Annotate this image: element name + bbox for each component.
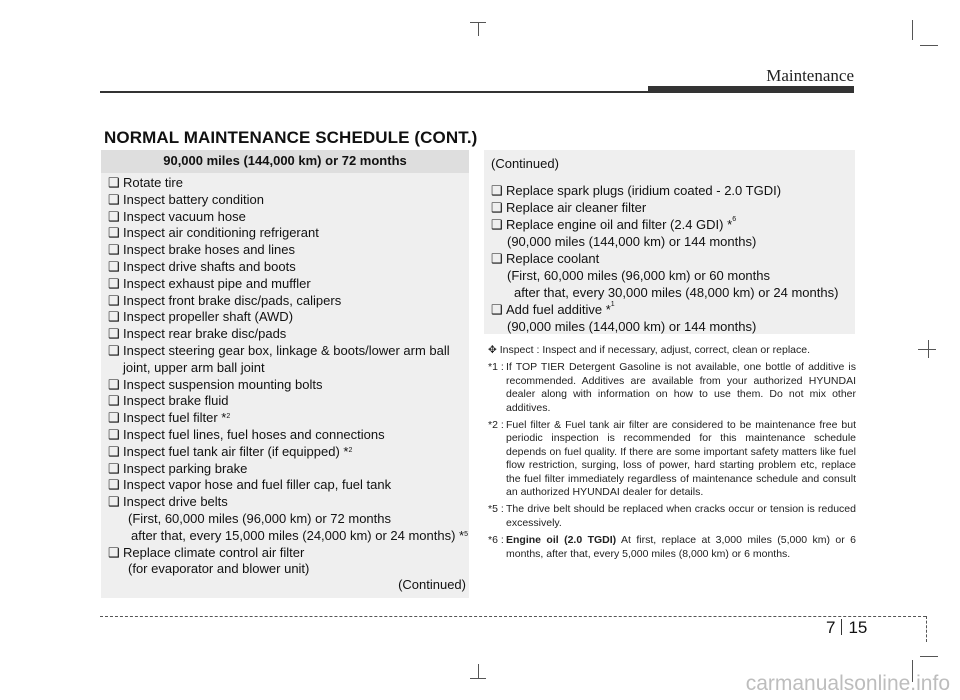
schedule-box-continued <box>484 150 855 334</box>
footnote-ref: 1 <box>610 301 615 308</box>
checkbox-icon: ❑ <box>491 302 503 317</box>
list-item <box>108 444 465 461</box>
footnote-marker: *6 : <box>488 534 504 547</box>
footnote-1 <box>488 361 856 415</box>
list-item <box>108 309 465 326</box>
list-item-continuation: (First, 60,000 miles (96,000 km) or 60 months <box>507 268 770 283</box>
footnote-6 <box>488 534 856 561</box>
page-number <box>826 618 867 638</box>
list-item <box>108 343 465 360</box>
list-item-continuation: (First, 60,000 miles (96,000 km) or 72 months <box>128 510 391 526</box>
checkbox-icon: ❑ <box>108 460 120 476</box>
list-item-continuation: after that, every 30,000 miles (48,000 km) or 24 months) <box>514 285 839 300</box>
item-label: Rotate tire <box>123 175 183 190</box>
item-label: Add fuel additive * <box>506 302 611 317</box>
list-item <box>108 209 465 226</box>
footnote-ref: 2 <box>226 413 231 421</box>
item-label: Inspect brake hoses and lines <box>123 242 295 258</box>
footnote-ref: 2 <box>348 446 353 454</box>
checkbox-icon: ❑ <box>108 225 120 241</box>
item-label: Inspect battery condition <box>123 191 264 207</box>
list-item <box>108 259 465 276</box>
header-rule <box>100 91 648 93</box>
footnote-text: At first, replace at 3,000 miles (5,000 km) or 6 months, after that, every 5,000 miles (8,000 km) or 6 months. <box>506 534 856 560</box>
header-rule-thick <box>648 86 854 93</box>
list-item <box>108 494 465 511</box>
footer-dashed-rule <box>100 616 926 617</box>
list-item <box>491 183 781 199</box>
list-item <box>108 477 465 494</box>
note-inspect: ✥ Inspect : Inspect and if necessary, adjust, correct, clean or replace. <box>488 344 811 356</box>
list-item <box>108 225 465 242</box>
checkbox-icon: ❑ <box>108 477 120 493</box>
list-item <box>108 410 465 427</box>
crop-mark <box>470 22 486 23</box>
item-label: Inspect air conditioning refrigerant <box>123 225 319 241</box>
checkbox-icon: ❑ <box>108 426 120 442</box>
checkbox-icon: ❑ <box>491 183 503 198</box>
list-item <box>108 461 465 478</box>
checkbox-icon: ❑ <box>491 251 503 266</box>
list-item <box>108 192 465 209</box>
list-item <box>108 276 465 293</box>
list-item <box>491 251 599 267</box>
checkbox-icon: ❑ <box>108 208 120 224</box>
checkbox-icon: ❑ <box>108 494 120 510</box>
item-label: Replace air cleaner filter <box>506 200 647 215</box>
crop-mark <box>918 349 936 350</box>
list-item <box>491 302 615 318</box>
crop-mark <box>478 22 479 36</box>
checkbox-icon: ❑ <box>108 443 120 459</box>
footnote-5 <box>488 503 856 530</box>
item-label: Inspect fuel filter * <box>123 410 227 426</box>
item-label: Inspect fuel tank air filter (if equipped) * <box>123 443 349 459</box>
list-item <box>108 393 465 410</box>
item-label: Inspect vapor hose and fuel filler cap, fuel tank <box>123 477 392 493</box>
list-item-continuation: (90,000 miles (144,000 km) or 144 months) <box>507 319 757 334</box>
list-item <box>108 545 465 562</box>
checkbox-icon: ❑ <box>108 544 120 560</box>
checkbox-icon: ❑ <box>108 258 120 274</box>
list-item <box>108 326 465 343</box>
item-label: Inspect steering gear box, linkage & boots/lower arm ball <box>123 342 450 358</box>
footnote-marker: *2 : <box>488 419 504 432</box>
footnote-marker: *5 : <box>488 503 504 516</box>
item-label: after that, every 15,000 miles (24,000 km) or 24 months) * <box>131 527 465 543</box>
crop-mark <box>926 616 928 642</box>
item-label: Replace engine oil and filter (2.4 GDI) * <box>506 217 733 232</box>
checkbox-icon: ❑ <box>108 326 120 342</box>
page-number-value: 15 <box>848 618 868 637</box>
list-item <box>491 200 646 216</box>
item-label: Inspect brake fluid <box>123 393 229 409</box>
footnotes <box>488 344 856 565</box>
continued-label: (Continued) <box>398 577 466 592</box>
list-item <box>108 242 465 259</box>
list-item-continuation: (90,000 miles (144,000 km) or 144 months) <box>507 234 757 249</box>
list-item-continuation: joint, upper arm ball joint <box>123 359 265 375</box>
list-item <box>108 427 465 444</box>
checkbox-icon: ❑ <box>108 410 120 426</box>
section-number: 7 <box>826 618 836 637</box>
item-label: Replace spark plugs (iridium coated - 2.0 TGDI) <box>506 183 782 198</box>
crop-mark <box>478 664 479 678</box>
list-item-continuation: (for evaporator and blower unit) <box>128 561 310 577</box>
footnote-ref: 5 <box>464 530 469 538</box>
footnote-2 <box>488 419 856 499</box>
list-item <box>108 293 465 310</box>
schedule-item-list <box>108 175 469 578</box>
footnote-ref: 6 <box>732 216 737 223</box>
item-label: Inspect parking brake <box>123 460 248 476</box>
footnote-text: The drive belt should be replaced when cracks occur or tension is reduced excessively. <box>506 503 856 529</box>
schedule-box-90000 <box>101 150 469 598</box>
checkbox-icon: ❑ <box>108 292 120 308</box>
item-label: Inspect suspension mounting bolts <box>123 376 323 392</box>
list-item <box>491 217 736 233</box>
crop-mark <box>912 20 913 40</box>
item-label: Inspect vacuum hose <box>123 208 246 224</box>
checkbox-icon: ❑ <box>108 275 120 291</box>
item-label: Inspect propeller shaft (AWD) <box>123 309 294 325</box>
footnote-text: If TOP TIER Detergent Gasoline is not available, one bottle of additive is recommended. Additives are available from your authorized HYUNDAI dealer along with information on how to use them. Do not mix other additives. <box>506 361 856 414</box>
item-label: Inspect drive belts <box>123 494 228 510</box>
page-heading: NORMAL MAINTENANCE SCHEDULE (CONT.) <box>104 128 478 147</box>
crop-mark <box>920 656 938 657</box>
item-label: Inspect fuel lines, fuel hoses and connections <box>123 426 385 442</box>
item-label: Inspect drive shafts and boots <box>123 258 296 274</box>
footnote-bold-text: Engine oil (2.0 TGDI) <box>506 534 617 547</box>
checkbox-icon: ❑ <box>108 342 120 358</box>
page-divider <box>841 619 842 635</box>
item-label: Inspect exhaust pipe and muffler <box>123 275 311 291</box>
item-label: Replace coolant <box>506 251 600 266</box>
checkbox-icon: ❑ <box>491 200 503 215</box>
item-label: Inspect rear brake disc/pads <box>123 326 287 342</box>
checkbox-icon: ❑ <box>108 309 120 325</box>
checkbox-icon: ❑ <box>108 242 120 258</box>
item-label: Replace climate control air filter <box>123 544 305 560</box>
footnote-marker: *1 : <box>488 361 504 374</box>
continued-label: (Continued) <box>491 156 559 171</box>
checkbox-icon: ❑ <box>108 393 120 409</box>
list-item <box>108 377 465 394</box>
checkbox-icon: ❑ <box>491 217 503 232</box>
watermark: carmanualsonline.info <box>745 672 950 695</box>
crop-mark <box>470 678 486 679</box>
item-label: Inspect front brake disc/pads, calipers <box>123 292 342 308</box>
checkbox-icon: ❑ <box>108 191 120 207</box>
list-item <box>108 175 465 192</box>
crop-mark <box>920 45 938 46</box>
schedule-box-title: 90,000 miles (144,000 km) or 72 months <box>101 150 469 173</box>
checkbox-icon: ❑ <box>108 175 120 190</box>
checkbox-icon: ❑ <box>108 376 120 392</box>
footnote-text: Fuel filter & Fuel tank air filter are considered to be maintenance free but periodic inspection is recommended for this maintenance schedule depends on fuel quality. If there are some important safety matters like fuel flow restriction, surging, loss of power, hard starting problem etc, replace the fuel filter immediately regardless of maintenance schedule and consult an authorized HYUNDAI dealer for details. <box>506 419 856 499</box>
page-section-title: Maintenance <box>766 66 854 85</box>
list-item-continuation <box>108 527 469 545</box>
